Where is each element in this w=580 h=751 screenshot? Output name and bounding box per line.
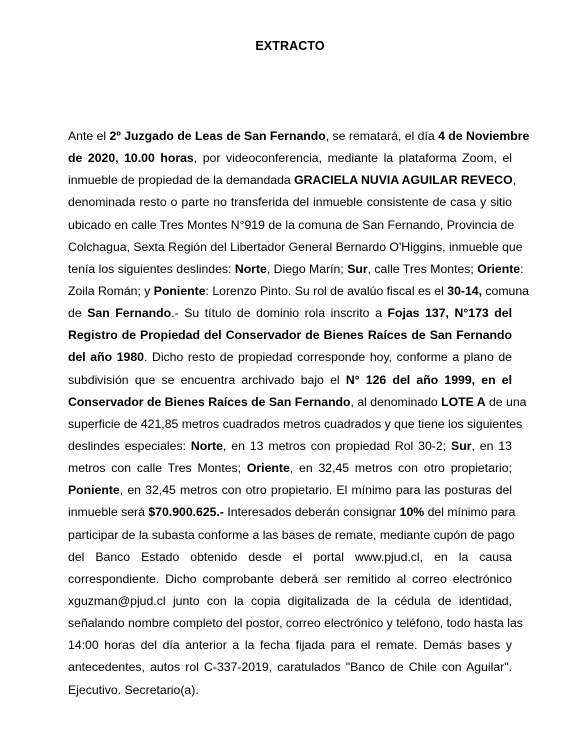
text-run: , en 13 metros con propiedad Rol 30-2; [222, 438, 452, 453]
bold-text: Poniente [68, 483, 120, 498]
text-run: subdivisión que se encuentra archivado bajo el [68, 372, 346, 387]
paragraph-line [68, 191, 512, 213]
text-run: antecedentes, autos rol C-337-2019, caratulados "Banco de Chile con Aguilar". [68, 660, 512, 675]
paragraph-line [68, 457, 512, 479]
text-run: , en 32,45 metros con otro propietario; [289, 461, 512, 476]
paragraph-line [68, 302, 512, 324]
bold-text: Poniente [153, 283, 206, 298]
text-run: señalando nombre completo del postor, correo electrónico y teléfono, todo hasta las [68, 616, 523, 631]
paragraph-line [68, 435, 512, 457]
bold-text: 30-14, [447, 283, 482, 298]
text-run: , al denominado [350, 394, 442, 409]
bold-text: LOTE A [441, 394, 486, 409]
text-run: , [512, 173, 516, 188]
paragraph-line [68, 612, 523, 634]
bold-text: Conservador de Bienes Raíces de San Fernando [68, 394, 351, 409]
bold-text: Sur [451, 438, 472, 453]
text-run: , Diego Marín; [266, 261, 348, 276]
bold-text: Norte [190, 438, 223, 453]
text-run: inmueble de propiedad de la demandada [68, 173, 295, 188]
text-run: del Banco Estado obtenido desde el portal www.pjud.cl, en la causa [68, 549, 512, 564]
text-run: comuna [481, 283, 529, 298]
paragraph-line [68, 147, 512, 169]
text-run: de una [485, 394, 527, 409]
paragraph-line [68, 656, 512, 678]
paragraph-line [68, 679, 512, 701]
text-run: tenía los siguientes deslindes: [68, 261, 235, 276]
bold-text: $70.900.625.- [148, 505, 224, 520]
text-run: denominada resto o parte no transferida del inmueble consistente de casa y sitio [68, 195, 512, 210]
paragraph-line [68, 501, 516, 523]
bold-text: 10% [399, 505, 425, 520]
text-run: inmueble será [68, 505, 149, 520]
paragraph-line [68, 568, 512, 590]
text-run: superficie de 421,85 metros cuadrados metros cuadrados y que tiene los siguientes [68, 416, 523, 431]
paragraph-line [68, 236, 523, 258]
text-run: , se rematará, el día [325, 129, 439, 143]
bold-text: Sur [347, 261, 368, 276]
bold-text: Norte [234, 261, 267, 276]
text-run: . Dicho resto de propiedad corresponde hoy, conforme a plano de [143, 350, 512, 365]
paragraph-line [68, 369, 512, 391]
bold-text: Oriente [246, 461, 290, 476]
bold-text: Oriente [477, 261, 521, 276]
text-run: , por videoconferencia, mediante la plataforma Zoom, el [193, 151, 512, 166]
text-run: 14:00 horas del día anterior a la fecha fijada para el remate. Demás bases y [68, 638, 512, 653]
paragraph-line [68, 324, 512, 346]
paragraph-line [68, 346, 512, 368]
text-run: deslindes especiales: [68, 438, 191, 453]
bold-text: Fojas 137, N°173 del [387, 306, 512, 321]
bold-text: GRACIELA NUVIA AGUILAR REVECO [294, 173, 513, 188]
text-run: de [68, 306, 88, 321]
bold-text: del año 1980 [68, 350, 144, 365]
text-run: : Lorenzo Pinto. Su rol de avalúo fiscal es el [205, 283, 448, 298]
text-run: xguzman@pjud.cl junto con la copia digitalizada de la cédula de identidad, [68, 593, 512, 608]
document-title: EXTRACTO [255, 39, 325, 53]
text-run: : [520, 261, 524, 276]
paragraph-line [68, 391, 527, 413]
text-run: del mínimo para [424, 505, 516, 520]
text-run: correspondiente. Dicho comprobante deberá ser remitido al correo electrónico [68, 571, 512, 586]
text-run: , en 13 [471, 438, 512, 453]
bold-text: 2º Juzgado de Leas de San Fernando [109, 129, 326, 143]
text-run: Interesados deberán consignar [223, 505, 400, 520]
text-run: , calle Tres Montes; [367, 261, 478, 276]
document-body [68, 125, 530, 701]
paragraph-line [68, 169, 516, 191]
text-run: , en 32,45 metros con otro propietario. El mínimo para las posturas del [119, 483, 512, 498]
paragraph-line [68, 214, 515, 236]
paragraph-line [68, 413, 523, 435]
text-run: Ante el [68, 129, 110, 143]
bold-text: San Fernando [87, 306, 172, 321]
paragraph-line [68, 125, 530, 147]
text-run: .- Su título de dominio rola inscrito a [171, 306, 388, 321]
paragraph-line [68, 479, 512, 501]
paragraph-line [68, 546, 512, 568]
text-run: metros con calle Tres Montes; [68, 461, 247, 476]
bold-text: de 2020, 10.00 horas [68, 151, 194, 166]
text-run: Colchagua, Sexta Región del Libertador General Bernardo O'Higgins, inmueble que [68, 239, 523, 254]
text-run: ubicado en calle Tres Montes N°919 de la comuna de San Fernando, Provincia de [68, 217, 515, 232]
text-run: Zoila Román; y [68, 283, 154, 298]
bold-text: N° 126 del año 1999, en el [345, 372, 513, 387]
paragraph-line [68, 634, 512, 656]
text-run: Ejecutivo. Secretario(a). [68, 682, 199, 697]
text-run: participar de la subasta conforme a las bases de remate, mediante cupón de pago [68, 527, 515, 542]
bold-text: 4 de Noviembre [438, 129, 530, 143]
paragraph-line [68, 280, 529, 302]
paragraph-line [68, 524, 515, 546]
paragraph-line [68, 590, 512, 612]
paragraph-line [68, 258, 524, 280]
bold-text: Registro de Propiedad del Conservador de Bienes Raíces de San Fernando [68, 328, 512, 343]
